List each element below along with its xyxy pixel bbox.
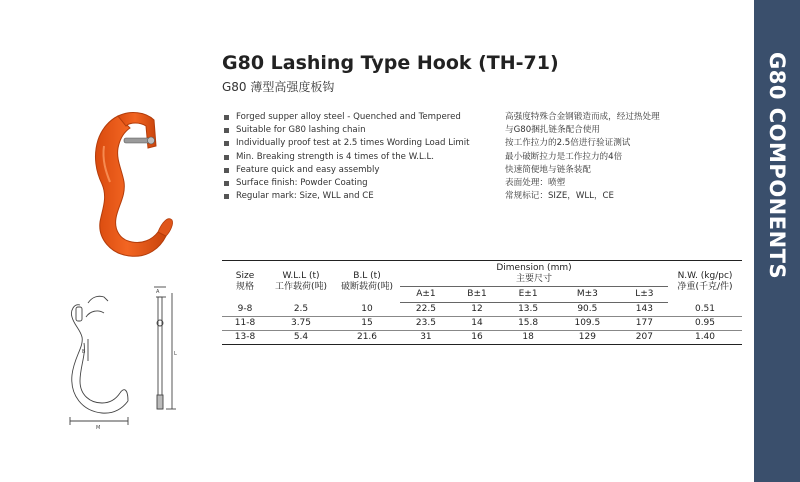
header-size: Size 规格: [222, 261, 268, 303]
header-nw: N.W. (kg/pc) 净重(千克/件): [668, 261, 742, 303]
feature-item: Surface finish: Powder Coating: [224, 177, 470, 190]
feature-item: Individually proof test at 2.5 times Wording Load Limit: [224, 137, 470, 150]
feature-item-cn: 高强度特殊合金钢锻造而成，经过热处理: [505, 112, 660, 122]
feature-item-cn: 快速简便地与链条装配: [505, 164, 591, 175]
header-dimension: Dimension (mm) 主要尺寸: [400, 261, 668, 287]
header-wll: W.L.L (t) 工作载荷(吨): [268, 261, 334, 303]
feature-item-cn: 常规标记：SIZE，WLL，CE: [505, 191, 614, 202]
features-list-cn: [505, 111, 660, 203]
header-dim-a: A±1: [400, 287, 452, 303]
hook-photo-icon: [88, 110, 198, 258]
header-dim-l: L±3: [621, 287, 668, 303]
product-subtitle: G80 薄型高强度板钩: [222, 80, 335, 94]
technical-drawing-icon: [62, 283, 180, 433]
table-row: 11-8 3.75 15 23.5 14 15.8 109.5 177 0.95: [222, 316, 742, 330]
feature-item: Suitable for G80 lashing chain: [224, 124, 470, 137]
header-bl: B.L (t) 破断载荷(吨): [334, 261, 400, 303]
sidebar-label: G80 COMPONENTS: [765, 52, 789, 280]
feature-item-cn: 最小破断拉力是工作拉力的4倍: [505, 151, 623, 162]
feature-item: Min. Breaking strength is 4 times of the W.L.L.: [224, 151, 470, 164]
dim-label-l: L: [174, 351, 177, 357]
feature-item: Forged supper alloy steel - Quenched and Tempered: [224, 111, 470, 124]
header-dim-b: B±1: [452, 287, 502, 303]
dim-label-a: A: [156, 289, 160, 295]
dim-label-m: M: [96, 425, 101, 431]
features-list-en: [224, 111, 470, 203]
feature-item-cn: 表面处理：喷塑: [505, 178, 566, 189]
feature-item-cn: 按工作拉力的2.5倍进行验证测试: [505, 138, 631, 149]
feature-item-cn: 与G80捆扎链条配合使用: [505, 125, 600, 136]
table-row: 9-8 2.5 10 22.5 12 13.5 90.5 143 0.51: [222, 302, 742, 316]
product-title: G80 Lashing Type Hook (TH-71): [222, 52, 559, 74]
dim-label-b: B: [82, 349, 86, 355]
feature-item: Regular mark: Size, WLL and CE: [224, 190, 470, 203]
spec-table: [222, 260, 742, 345]
table-row: 13-8 5.4 21.6 31 16 18 129 207 1.40: [222, 330, 742, 344]
header-dim-e: E±1: [502, 287, 554, 303]
feature-item: Feature quick and easy assembly: [224, 164, 470, 177]
header-dim-m: M±3: [554, 287, 621, 303]
